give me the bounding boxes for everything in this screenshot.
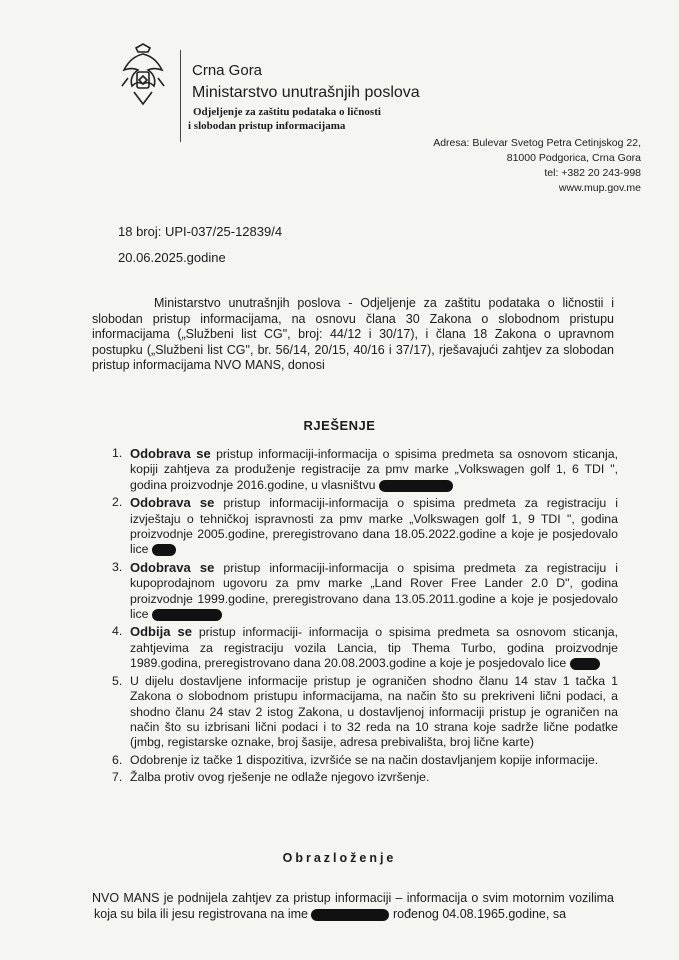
decision-number: 7. bbox=[112, 770, 123, 785]
decision-text: Odobrenje iz tačke 1 dispozitiva, izvršiće se na način dostavljanjem kopije informacije. bbox=[130, 752, 599, 767]
redaction-mark bbox=[152, 609, 222, 621]
montenegro-coat-of-arms-icon bbox=[120, 42, 166, 108]
decision-number: 2. bbox=[112, 495, 123, 510]
decision-list bbox=[112, 446, 618, 788]
reference-number: 18 broj: UPI-037/25-12839/4 bbox=[118, 224, 283, 239]
decision-item bbox=[112, 624, 618, 671]
intro-paragraph: Ministarstvo unutrašnjih poslova - Odjeljenje za zaštitu podataka o ličnostii i slobodan pristup informacijama, na osnovu člana 30 Zakona o slobodnom pristupu informacijama („Službeni list CG", broj: 44/12 i 30/17), i člana 18 Zakona o upravnom postupku („Službeni list CG", br. 56/14, 20/15, 40/16 i 37/17), rješavajući zahtjev za slobodan pristup informacijama NVO MANS, donosi bbox=[92, 296, 614, 373]
redaction-mark bbox=[152, 544, 176, 556]
decision-text: Žalba protiv ovog rješenje ne odlaže njegovo izvršenje. bbox=[130, 770, 430, 785]
decision-item bbox=[112, 446, 618, 493]
ministry-name: Ministarstvo unutrašnjih poslova bbox=[192, 84, 420, 101]
decision-item bbox=[112, 770, 618, 785]
rationale-paragraph bbox=[94, 890, 614, 922]
department-line-2: i slobodan pristup informacijama bbox=[188, 120, 346, 132]
redaction-mark bbox=[379, 480, 453, 492]
decision-lead: Odobrava se bbox=[130, 495, 215, 511]
decision-text: pristup informaciji-informacija o spisima predmeta za registraciju i kupoprodajnom ugovoru za pmv marke „Land Rover Free Lander 2.0 D", godina proizvodnje 1999.godine, preregistrovano dana 13.05.2011.godine a koje je posjedovalo lice bbox=[130, 560, 618, 622]
decision-item bbox=[112, 674, 618, 751]
decision-number: 3. bbox=[112, 559, 123, 574]
decision-text: pristup informaciji-informacija o spisima predmeta sa osnovom sticanja, kopiji zahtjeva za produženje registracije za pmv marke „Volkswagen golf 1, 6 TDI ", godina proizvodnje 2016.godine, u vlasništvu bbox=[130, 447, 618, 492]
decision-item bbox=[112, 495, 618, 558]
decision-number: 5. bbox=[112, 673, 123, 688]
decision-text: pristup informaciji- informacija o spisima predmeta sa osnovom sticanja, zahtjevima za registraciju vozila Lancia, tip Thema Turbo, godina proizvodnje 1989.godina, preregistrovano dana 20.08.2003.godine a koje je posjedovalo lice bbox=[130, 625, 618, 671]
rationale-text: NVO MANS je podnijela zahtjev za pristup informaciji – informacija o svim motornim vozilima koja su bila ili jesu registrovana na ime bbox=[92, 891, 614, 921]
decision-title: RJEŠENJE bbox=[303, 418, 376, 433]
decision-item bbox=[112, 560, 618, 623]
decision-text: U dijelu dostavljene informacije pristup je ograničen shodno članu 14 stav 1 tačka 1 Zakona o slobodnom pristupu informacijama, na način što su prekriveni lični podaci, a shodno članu 24 stav 2 istog Zakona, u dostavljenoj informaciji pristup je ograničen na način što su izbrisani lični podaci i to 32 reda na 10 strana koje sadrže lične podatke (jmbg, registarske oznake, broj šasije, adresa prebivališta, broj lične karte) bbox=[130, 673, 618, 750]
decision-item bbox=[112, 753, 618, 768]
country-name: Crna Gora bbox=[192, 62, 263, 79]
decision-number: 6. bbox=[112, 752, 123, 767]
reference-date: 20.06.2025.godine bbox=[118, 250, 226, 265]
phone-number: tel: +382 20 243-998 bbox=[544, 167, 641, 179]
decision-lead: Odobrava se bbox=[130, 446, 211, 461]
decision-lead: Odobrava se bbox=[130, 559, 215, 575]
header-divider bbox=[180, 50, 181, 142]
decision-lead: Odbija se bbox=[130, 624, 192, 640]
rationale-title: Obrazloženje bbox=[282, 851, 397, 865]
address-city: 81000 Podgorica, Crna Gora bbox=[506, 152, 641, 164]
address-street: Adresa: Bulevar Svetog Petra Cetinjskog 22, bbox=[433, 137, 641, 149]
decision-text: pristup informaciji-informacija o spisima predmeta za registraciju i izvještaju o tehničkoj ispravnosti za pmv marke „Volkswagen golf 1, 9 TDI ", godina proizvodnje 2005.godine, preregistrovano dana 18.05.2022.godine a koje je posjedovalo lice bbox=[130, 496, 618, 557]
department-line-1: Odjeljenje za zaštitu podataka o ličnosti bbox=[193, 106, 381, 118]
website: www.mup.gov.me bbox=[558, 182, 641, 194]
decision-number: 4. bbox=[112, 624, 123, 639]
address-block bbox=[381, 136, 641, 196]
decision-number: 1. bbox=[112, 446, 123, 460]
redaction-mark bbox=[570, 658, 600, 670]
redaction-mark bbox=[311, 909, 389, 921]
rationale-text-end: rođenog 04.08.1965.godine, sa bbox=[392, 907, 567, 921]
